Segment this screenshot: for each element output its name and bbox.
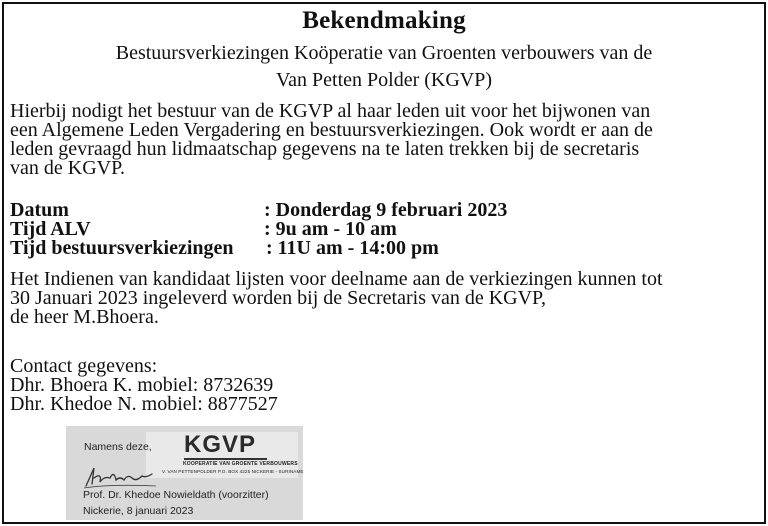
contact-line: Dhr. Khedoe N. mobiel: 8877527 — [10, 393, 278, 415]
handwritten-signature — [80, 456, 160, 490]
detail-label: Datum — [10, 199, 69, 221]
detail-label: Tijd ALV — [10, 218, 91, 240]
place-date: Nickerie, 8 januari 2023 — [83, 505, 194, 517]
notice-title: Bekendmaking — [302, 7, 466, 34]
detail-value: : Donderdag 9 februari 2023 — [264, 199, 508, 221]
contact-heading: Contact gegevens: — [10, 355, 158, 377]
subtitle-line: Van Petten Polder (KGVP) — [275, 69, 493, 91]
signer-name: Prof. Dr. Khedoe Nowieldath (voorzitter) — [83, 489, 269, 501]
logo-subtitle: KOOPERATIE VAN GROENTE VERBOUWERS — [183, 461, 298, 467]
kgvp-logo: KGVP — [184, 431, 257, 458]
signature-stamp — [66, 426, 303, 520]
stamp-namens: Namens deze, — [84, 441, 152, 453]
intro-paragraph — [10, 102, 760, 178]
detail-value: : 9u am - 10 am — [264, 218, 397, 240]
subtitle-line: Bestuursverkiezingen Koöperatie van Groenten verbouwers van de — [115, 42, 653, 64]
candidates-paragraph — [10, 270, 760, 327]
notice-frame — [2, 2, 766, 524]
candidates-line: 30 Januari 2023 ingeleverd worden bij de Secretaris van de KGVP, — [10, 287, 546, 309]
intro-line: van de KGVP. — [10, 157, 125, 179]
candidates-line: de heer M.Bhoera. — [10, 306, 159, 328]
logo-divider — [184, 458, 267, 460]
contact-section — [10, 357, 760, 414]
intro-line: Hierbij nodigt het bestuur van de KGVP al haar leden uit voor het bijwonen van — [10, 100, 651, 122]
detail-label: Tijd bestuursverkiezingen — [10, 237, 234, 259]
intro-line: leden gevraagd hun lidmaatschap gegevens na te laten trekken bij de secretaris — [10, 138, 640, 160]
logo-address: V. VAN PETTENPOLDER P.O. BOX 4225 NICKERIE - SURINAME — [162, 469, 304, 474]
candidates-line: Het Indienen van kandidaat lijsten voor deelname aan de verkiezingen kunnen tot — [10, 268, 663, 290]
contact-line: Dhr. Bhoera K. mobiel: 8732639 — [10, 374, 274, 396]
detail-value: : 11U am - 14:00 pm — [266, 237, 439, 259]
intro-line: een Algemene Leden Vergadering en bestuursverkiezingen. Ook wordt er aan de — [10, 119, 653, 141]
notice-subtitle — [4, 40, 764, 94]
